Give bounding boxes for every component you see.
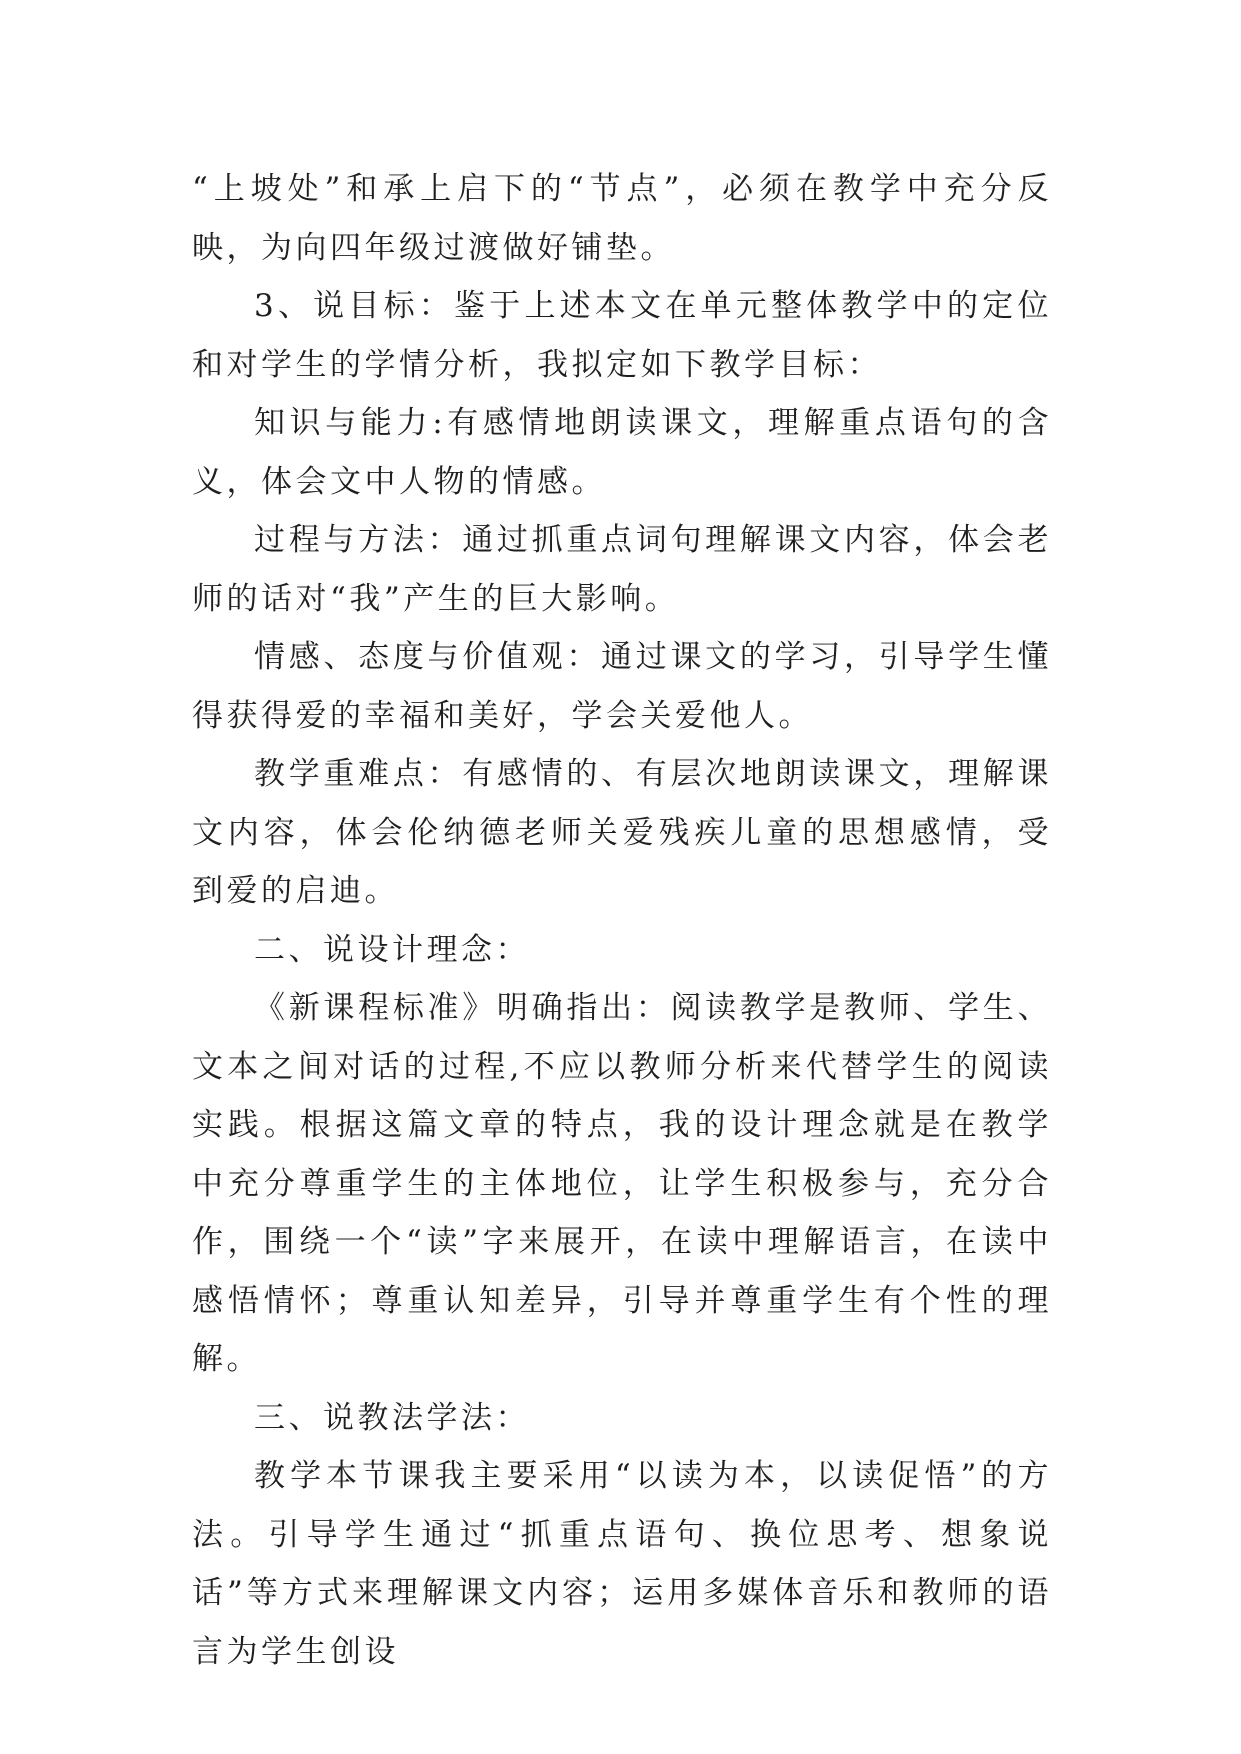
section-heading-teaching-methods: 三、说教法学法： [254, 1399, 530, 1436]
paragraph-continuation: “上坡处”和承上启下的“节点”，必须在教学中充分反映，为向四年级过渡做好铺垫。 [192, 171, 1052, 266]
paragraph-emotion-values: 情感、态度与价值观：通过课文的学习，引导学生懂得获得爱的幸福和美好，学会关爱他人。 [192, 639, 1052, 734]
paragraph-objectives-intro: 3、说目标：鉴于上述本文在单元整体教学中的定位和对学生的学情分析，我拟定如下教学目标： [192, 288, 1052, 383]
paragraph-knowledge-ability: 知识与能力:有感情地朗读课文，理解重点语句的含义，体会文中人物的情感。 [192, 405, 1052, 500]
paragraph-process-method: 过程与方法：通过抓重点词句理解课文内容，体会老师的话对“我”产生的巨大影响。 [192, 522, 1052, 617]
paragraph-key-difficulties: 教学重难点：有感情的、有层次地朗读课文，理解课文内容，体会伦纳德老师关爱残疾儿童的思想感情，受到爱的启迪。 [192, 756, 1052, 909]
paragraph-teaching-methods: 教学本节课我主要采用“以读为本，以读促悟”的方法。引导学生通过“抓重点语句、换位思考、想象说话”等方式来理解课文内容；运用多媒体音乐和教师的语言为学生创设 [192, 1458, 1052, 1670]
section-heading-design-concept: 二、说设计理念： [254, 931, 530, 968]
document-page [192, 160, 1052, 1681]
paragraph-design-concept: 《新课程标准》明确指出：阅读教学是教师、学生、文本之间对话的过程,不应以教师分析来代替学生的阅读实践。根据这篇文章的特点，我的设计理念就是在教学中充分尊重学生的主体地位，让学生积极参与，充分合作，围绕一个“读”字来展开，在读中理解语言，在读中感悟情怀；尊重认知差异，引导并尊重学生有个性的理解。 [192, 990, 1052, 1377]
